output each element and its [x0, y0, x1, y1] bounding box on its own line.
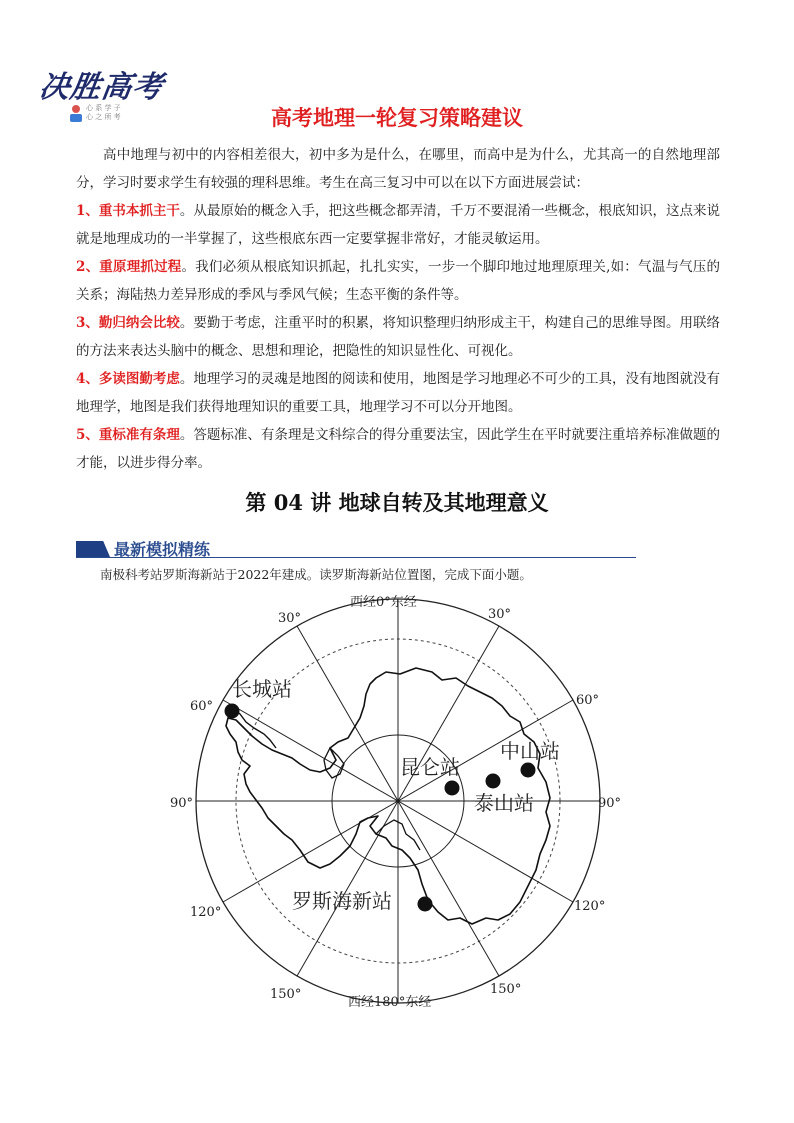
station-label-changcheng: 长城站	[232, 677, 292, 701]
tip-5	[76, 421, 720, 477]
tip-number: 2、	[76, 259, 100, 275]
page-title: 高考地理一轮复习策略建议	[271, 106, 523, 130]
logo-subtitle: 心 系 学 子 心 之 所 考	[86, 104, 121, 121]
top-label: 西经0°东经	[350, 595, 417, 610]
antarctica-station-map	[170, 588, 622, 1020]
tip-keyword: 重书本抓主干	[98, 203, 180, 219]
section-bar-icon	[76, 541, 110, 557]
station-label-zhongshan: 中山站	[500, 739, 560, 763]
tip-text: 。要勤于考虑，注重平时的积累，将知识整理归纳形成主干，构建自己的思维导图。用联络的方法来表达头脑中的概念、思想和理论，把隐性的知识显性化、可视化。	[76, 315, 720, 359]
tip-number: 4、	[76, 371, 99, 387]
section-label: 最新模拟精练	[114, 540, 211, 559]
tip-keyword: 勤归纳会比较	[98, 315, 180, 331]
tip-text: 。我们必须从根底知识抓起，扎扎实实，一步一个脚印地过地理原理关,如：气温与气压的关系；海陆热力差异形成的季风与季风气候；生态平衡的条件等。	[76, 259, 720, 303]
station-label-kunlun: 昆仑站	[400, 755, 460, 779]
question-text: 南极科考站罗斯海新站于2022年建成。读罗斯海新站位置图，完成下面小题。	[100, 567, 532, 582]
lon-label-top-left-30: 30°	[278, 611, 302, 626]
tip-number: 5、	[76, 427, 99, 443]
tip-keyword: 重标准有条理	[98, 427, 180, 443]
tip-1	[76, 197, 720, 253]
lon-label-left-120: 120°	[190, 905, 222, 920]
tip-3	[76, 309, 720, 365]
station-label-luosihai: 罗斯海新站	[292, 889, 392, 913]
lon-label-right-60: 60°	[576, 693, 600, 708]
tip-2	[76, 253, 720, 309]
station-marker-luosihai	[418, 897, 433, 912]
tip-text: 。答题标准、有条理是文科综合的得分重要法宝，因此学生在平时就要注重培养标准做题的才能，以进步得分率。	[76, 427, 720, 471]
lon-label-bottom-left-150: 150°	[270, 987, 302, 1002]
tip-number: 3、	[76, 315, 99, 331]
tip-4	[76, 365, 720, 421]
station-marker-zhongshan	[521, 763, 536, 778]
station-marker-taishan	[486, 774, 501, 789]
lon-label-top-right-30: 30°	[488, 607, 512, 622]
station-marker-changcheng	[225, 704, 240, 719]
tip-text: 。从最原始的概念入手，把这些概念都弄清，千万不要混淆一些概念，根底知识，这点来说就是地理成功的一半掌握了，这些根底东西一定要掌握非常好，才能灵敏运用。	[76, 203, 720, 247]
tip-keyword: 多读图勤考虑	[98, 371, 180, 387]
tip-number: 1、	[76, 203, 99, 219]
tip-keyword: 重原理抓过程	[99, 259, 182, 275]
lon-label-right-120: 120°	[574, 899, 606, 914]
lon-label-left-60: 60°	[190, 699, 214, 714]
lecture-title: 第 04 讲 地球自转及其地理意义	[245, 490, 549, 515]
section-header	[76, 537, 726, 561]
bottom-label: 西经180°东经	[348, 995, 432, 1010]
station-label-taishan: 泰山站	[474, 791, 534, 815]
logo-text: 决胜高考	[37, 70, 166, 105]
intro-paragraph: 高中地理与初中的内容相差很大，初中多为是什么，在哪里，而高中是为什么，尤其高一的自然地理部分，学习时要求学生有较强的理科思维。考生在高三复习中可以在以下方面进展尝试：	[76, 147, 720, 191]
station-marker-kunlun	[445, 781, 460, 796]
tip-text: 。地理学习的灵魂是地图的阅读和使用，地图是学习地理必不可少的工具，没有地图就没有地理学，地图是我们获得地理知识的重要工具，地理学习不可以分开地图。	[76, 371, 720, 415]
lon-label-bottom-right-150: 150°	[490, 982, 522, 997]
lon-label-left-90: 90°	[170, 796, 194, 811]
lon-label-right-90: 90°	[598, 796, 622, 811]
